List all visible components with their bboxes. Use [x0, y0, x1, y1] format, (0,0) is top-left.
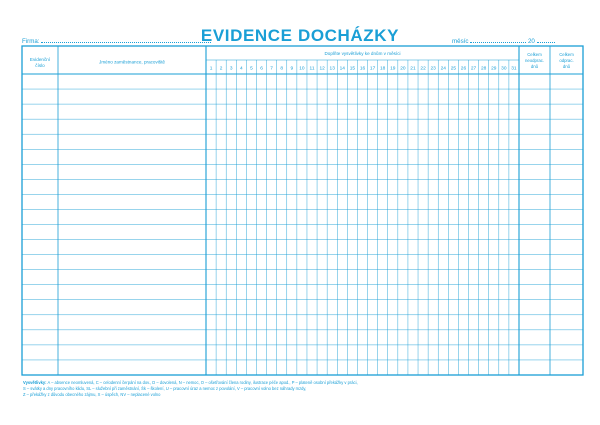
firma-label: Firma:: [22, 38, 40, 45]
day-number-7: 7: [270, 66, 273, 72]
day-number-23: 23: [430, 66, 436, 72]
day-number-30: 30: [501, 66, 507, 72]
day-number-15: 15: [349, 66, 356, 72]
day-number-29: 29: [491, 66, 497, 72]
day-number-18: 18: [380, 66, 386, 72]
header-evidencni: Evidenční: [29, 57, 51, 62]
legend-line-3: Z – překážky z důvodu obecného zájmu, X – úspěch, NV – neplacené volno: [23, 391, 161, 397]
day-number-17: 17: [369, 66, 376, 72]
page-title: EVIDENCE DOCHÁZKY: [200, 26, 400, 45]
header-celkem-odprac: dnů: [562, 64, 571, 69]
day-number-11: 11: [309, 66, 315, 72]
header-celkem-neodprac: dnů: [530, 64, 539, 69]
day-number-31: 31: [511, 66, 517, 72]
day-number-26: 26: [460, 66, 467, 72]
legend-label: Vysvětlivky:: [23, 380, 47, 385]
day-number-4: 4: [240, 66, 243, 72]
legend-text-1: A – absence neomluvená, C – celodenní čerpání na dov., D – dovolená, N – nemoc, O – ošetřování člena rodiny, ilustrace péče apod., P – plateně osobní překážky v práci,: [47, 380, 358, 385]
legend: [23, 380, 583, 398]
day-number-5: 5: [250, 66, 253, 72]
day-number-22: 22: [420, 66, 426, 72]
day-number-8: 8: [280, 66, 284, 72]
day-number-14: 14: [339, 66, 345, 72]
day-number-27: 27: [470, 66, 477, 72]
day-number-25: 25: [450, 66, 457, 72]
day-number-9: 9: [290, 66, 294, 72]
day-number-28: 28: [480, 66, 487, 72]
day-number-21: 21: [410, 66, 416, 72]
day-number-16: 16: [359, 66, 366, 72]
header-jmeno: Jméno zaměstnance, pracoviště: [99, 59, 165, 65]
header-celkem-odprac: Celkem: [559, 52, 574, 57]
day-number-3: 3: [229, 66, 233, 72]
mesic-label: měsíc: [452, 38, 469, 45]
day-number-2: 2: [219, 66, 223, 72]
header-days: Doplňte vysvětlivky ke dnům v měsíci: [324, 51, 401, 56]
day-number-10: 10: [299, 66, 305, 72]
header-celkem-neodprac: Celkem: [527, 52, 542, 57]
header-celkem-neodprac: neodprac.: [524, 58, 545, 63]
year-prefix: 20: [527, 38, 535, 45]
day-number-1: 1: [209, 66, 213, 72]
header-celkem-odprac: odprac.: [559, 58, 574, 63]
day-number-24: 24: [440, 66, 446, 72]
day-number-13: 13: [329, 66, 335, 72]
legend-line-2: S – svátky a dny pracovního klidu, SL – služební při zaměstnání, Šk – školení, U – pracovní úraz a nemoc z povolání, V – pracovní volno bez náhrady mzdy,: [23, 385, 307, 391]
day-number-19: 19: [390, 66, 396, 72]
day-number-20: 20: [400, 66, 406, 72]
day-number-6: 6: [260, 66, 263, 72]
header-evidencni-2: číslo: [35, 63, 45, 68]
day-number-12: 12: [319, 66, 325, 72]
